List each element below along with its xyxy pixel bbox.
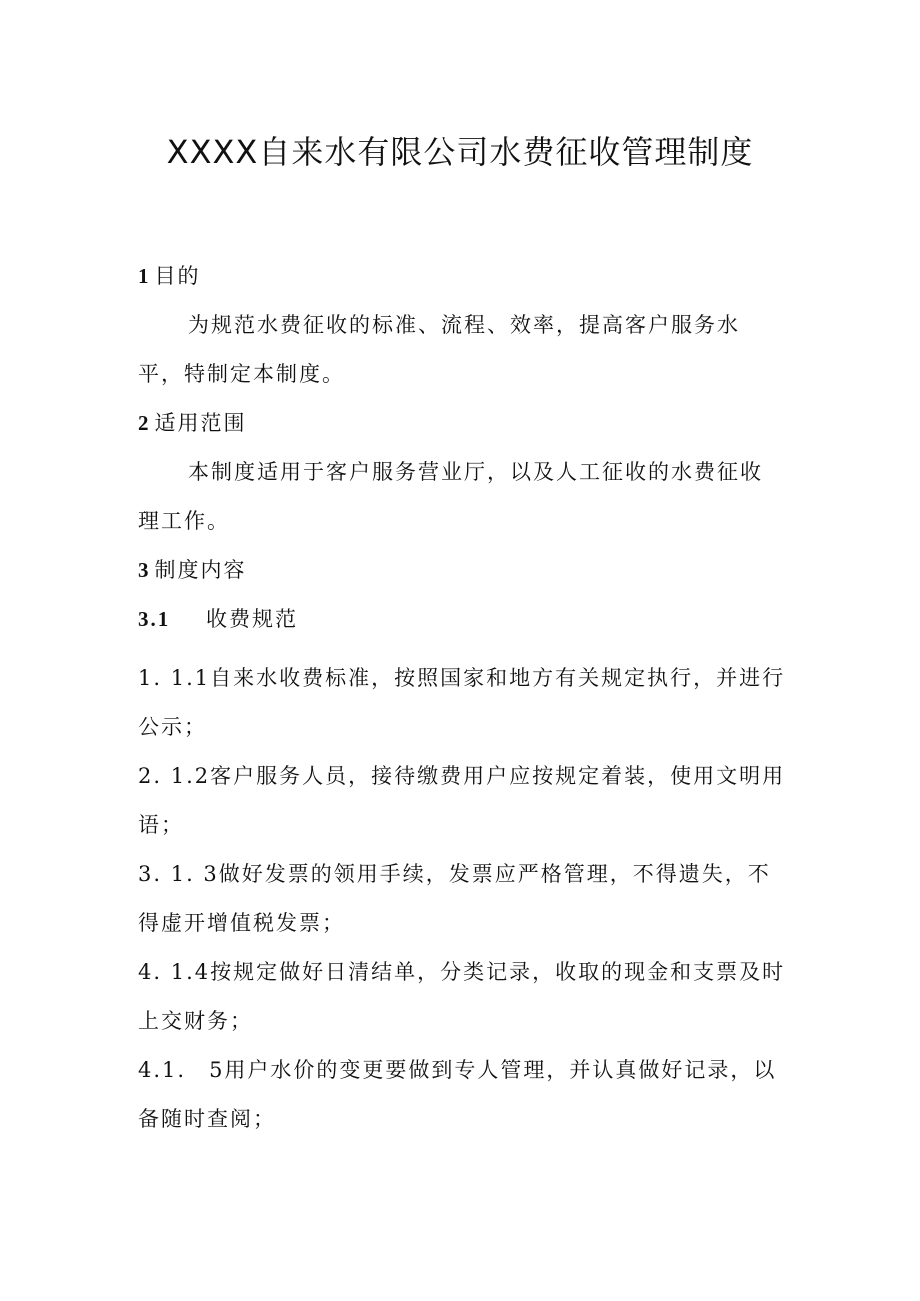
section-number: 3 xyxy=(138,558,151,582)
paragraph-line: 理工作。 xyxy=(138,509,230,533)
subsection-title: 收费规范 xyxy=(206,607,298,631)
list-item xyxy=(138,1046,788,1144)
list-item-line: 语； xyxy=(138,813,184,837)
list-item-line: 备随时查阅； xyxy=(138,1107,276,1131)
section-title: 制度内容 xyxy=(154,558,247,582)
paragraph-line: 为规范水费征收的标准、流程、效率，提高客户服务水 xyxy=(188,313,740,337)
list-item xyxy=(138,850,788,948)
list-item xyxy=(138,654,788,752)
list-item-line: 上交财务； xyxy=(138,1009,253,1033)
subsection-number: 3.1 xyxy=(138,607,171,631)
section-title: 适用范围 xyxy=(154,411,247,435)
list-item-line: 3. 1. 3做好发票的领用手续，发票应严格管理，不得遗失，不 xyxy=(138,862,771,886)
paragraph-line: 平，特制定本制度。 xyxy=(138,362,345,386)
section-heading-1 xyxy=(138,252,788,301)
list-item-line: 1. 1.1自来水收费标准，按照国家和地方有关规定执行，并进行 xyxy=(138,666,786,690)
list-item-line: 得虚开增值税发票； xyxy=(138,911,345,935)
list-item-line: 2. 1.2客户服务人员，接待缴费用户应按规定着装，使用文明用 xyxy=(138,764,786,788)
section-heading-3 xyxy=(138,546,788,595)
document-body xyxy=(138,252,788,1144)
list-item xyxy=(138,752,788,850)
section-number: 1 xyxy=(138,264,151,288)
list-item-line: 4.1. 5用户水价的变更要做到专人管理，并认真做好记录，以 xyxy=(138,1058,777,1082)
list-item xyxy=(138,948,788,1046)
document-title: XXXX自来水有限公司水费征收管理制度 xyxy=(166,133,754,171)
section-title: 目的 xyxy=(154,264,201,288)
section-number: 2 xyxy=(138,411,151,435)
paragraph-line: 本制度适用于客户服务营业厅，以及人工征收的水费征收 xyxy=(188,460,763,484)
list-item-line: 公示； xyxy=(138,715,207,739)
section-heading-2 xyxy=(138,399,788,448)
list-item-line: 4. 1.4按规定做好日清结单，分类记录，收取的现金和支票及时 xyxy=(138,960,786,984)
subsection-heading-3-1 xyxy=(138,595,788,644)
